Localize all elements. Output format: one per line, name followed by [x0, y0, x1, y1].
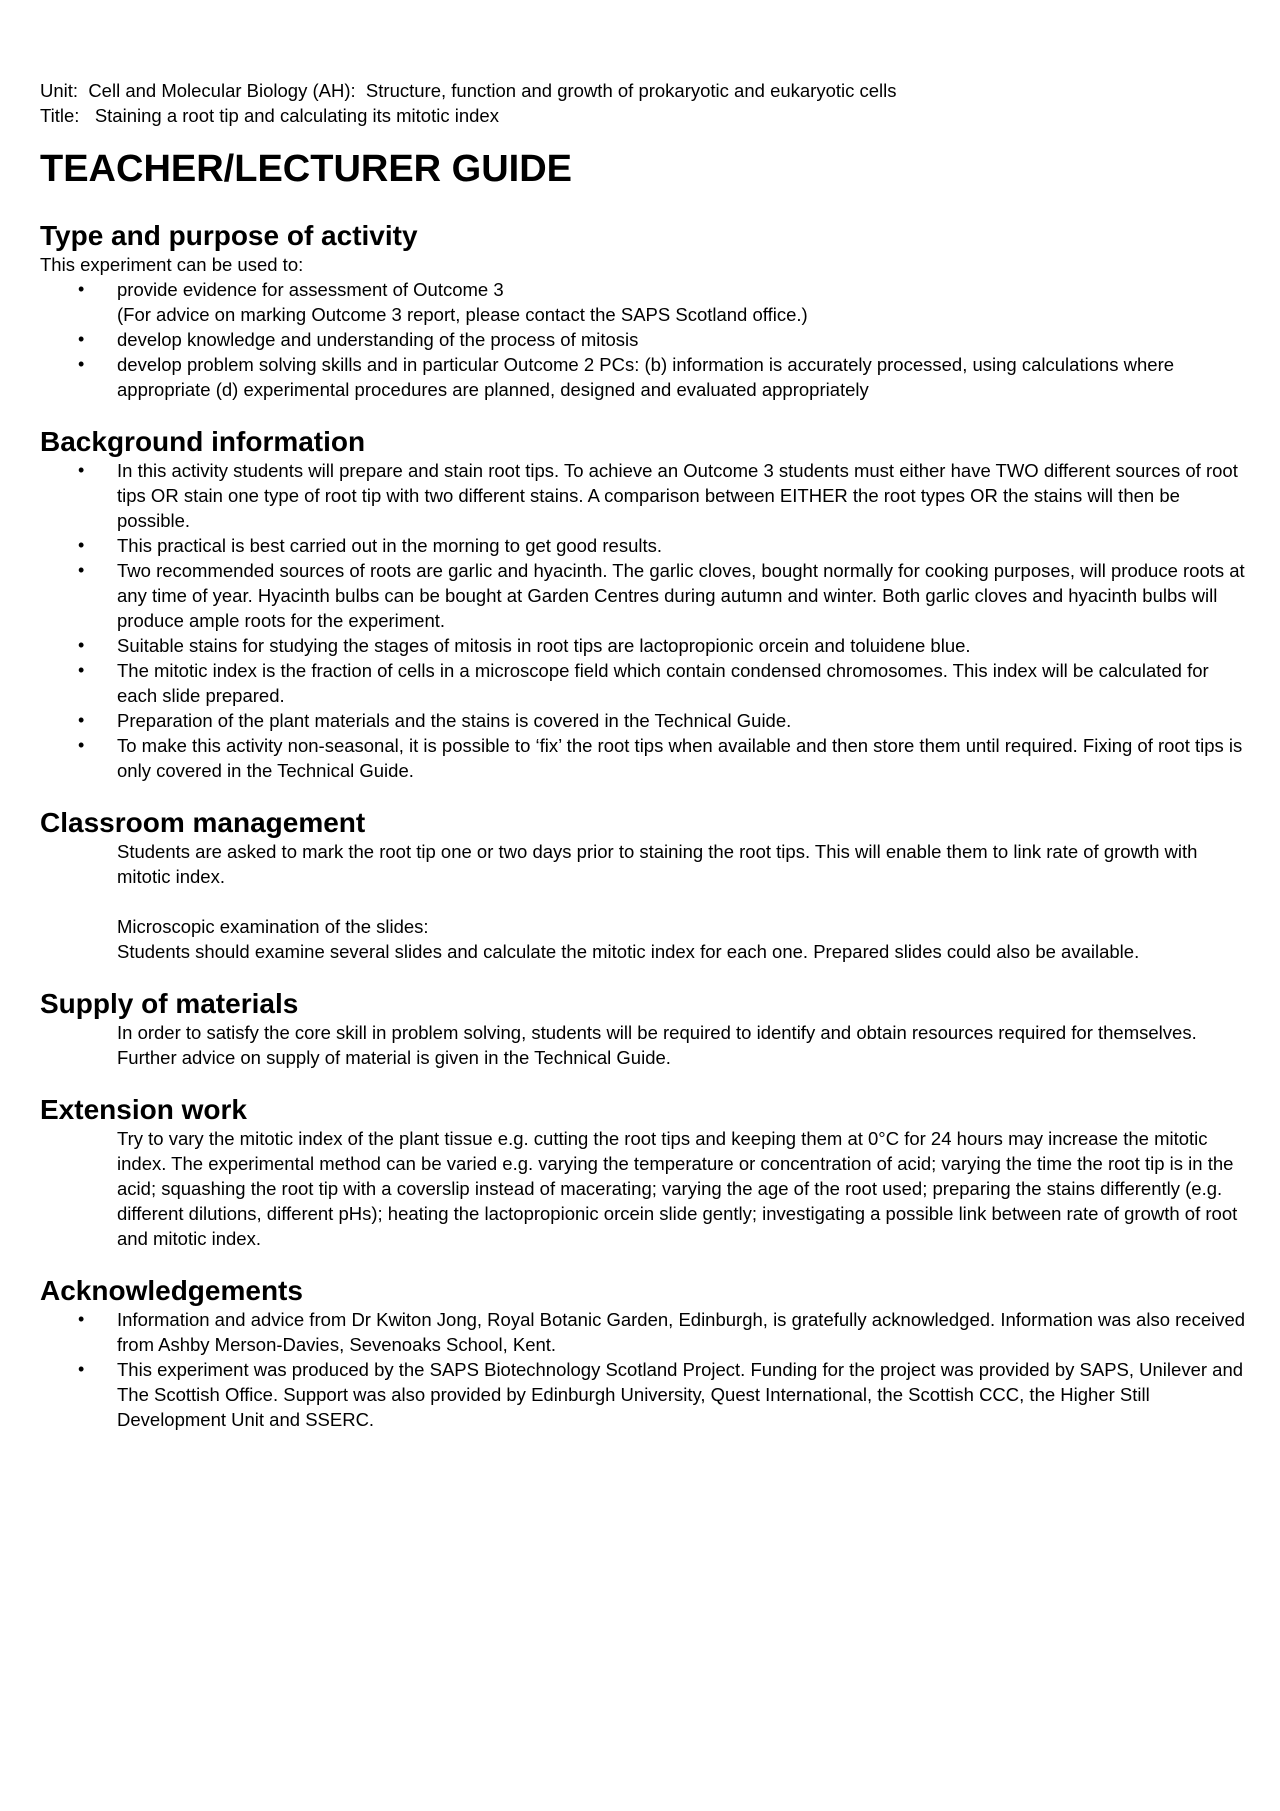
- section-heading: Supply of materials: [40, 988, 299, 1019]
- list-item: [40, 658, 1250, 708]
- list-item-text: In this activity students will prepare and stain root tips. To achieve an Outcome 3 students must either have TWO different sources of root tips OR stain one type of root tip with two different stains. A comparison between EITHER the root types OR the stains will then be possible.: [117, 460, 1238, 531]
- bullet-icon: •: [78, 1309, 85, 1329]
- paragraph: In order to satisfy the core skill in problem solving, students will be required to identify and obtain resources required for themselves. Further advice on supply of material is given in the Technical Guide.: [117, 1022, 1197, 1068]
- list-item-text: develop problem solving skills and in particular Outcome 2 PCs: (b) information is accurately processed, using calculations where appropriate (d) experimental procedures are planned, designed and evaluated appropriately: [117, 354, 1175, 400]
- list-item-text: This practical is best carried out in the morning to get good results.: [117, 535, 662, 556]
- bullet-icon: •: [78, 635, 85, 655]
- list-item: [40, 277, 1250, 327]
- section-background: [40, 426, 1250, 783]
- subheading: Microscopic examination of the slides:: [117, 916, 429, 937]
- list-item-text: The mitotic index is the fraction of cells in a microscope field which contain condensed chromosomes. This index will be calculated for each slide prepared.: [117, 660, 1209, 706]
- bullet-list: [40, 458, 1250, 783]
- bullet-icon: •: [78, 560, 85, 580]
- section-classroom-management: [40, 807, 1250, 964]
- section-supply: [40, 988, 1250, 1070]
- section-acknowledgements: [40, 1275, 1250, 1432]
- bullet-icon: •: [78, 710, 85, 730]
- bullet-icon: •: [78, 735, 85, 755]
- bullet-icon: •: [78, 660, 85, 680]
- section-heading: Background information: [40, 426, 366, 457]
- list-item: [40, 558, 1250, 633]
- list-item: [40, 733, 1250, 783]
- list-item-text: Suitable stains for studying the stages of mitosis in root tips are lactopropionic orcein and toluidene blue.: [117, 635, 971, 656]
- unit-line: Unit: Cell and Molecular Biology (AH): Structure, function and growth of prokaryotic and eukaryotic cells: [40, 80, 897, 101]
- list-item: [40, 327, 1250, 352]
- document-title: TEACHER/LECTURER GUIDE: [40, 148, 573, 190]
- paragraph-spacer: [40, 889, 1250, 914]
- list-item: [40, 708, 1250, 733]
- list-item-text: Preparation of the plant materials and the stains is covered in the Technical Guide.: [117, 710, 792, 731]
- list-item-text: Information and advice from Dr Kwiton Jong, Royal Botanic Garden, Edinburgh, is gratefully acknowledged. Information was also received from Ashby Merson-Davies, Sevenoaks School, Kent.: [117, 1309, 1246, 1355]
- list-item-text: Two recommended sources of roots are garlic and hyacinth. The garlic cloves, bought normally for cooking purposes, will produce roots at any time of year. Hyacinth bulbs can be bought at Garden Centres during autumn and winter. Both garlic cloves and hyacinth bulbs will produce ample roots for the experiment.: [117, 560, 1245, 631]
- list-item: [40, 633, 1250, 658]
- list-item: [40, 1307, 1250, 1357]
- paragraph: Try to vary the mitotic index of the plant tissue e.g. cutting the root tips and keeping them at 0°C for 24 hours may increase the mitotic index. The experimental method can be varied e.g. varying the temperature or concentration of acid; varying the time the root tip is in the acid; squashing the root tip with a coverslip instead of macerating; varying the age of the root used; preparing the stains differently (e.g. different dilutions, different pHs); heating the lactopropionic orcein slide gently; investigating a possible link between rate of growth of root and mitotic index.: [117, 1128, 1238, 1249]
- list-item-text: provide evidence for assessment of Outcome 3: [117, 279, 504, 300]
- bullet-list: [40, 277, 1250, 402]
- list-item: [40, 352, 1250, 402]
- bullet-icon: •: [78, 279, 85, 299]
- paragraph: Students should examine several slides and calculate the mitotic index for each one. Prepared slides could also be available.: [117, 941, 1140, 962]
- bullet-icon: •: [78, 1359, 85, 1379]
- bullet-icon: •: [78, 535, 85, 555]
- bullet-icon: •: [78, 329, 85, 349]
- section-heading: Type and purpose of activity: [40, 220, 418, 251]
- list-item-text: develop knowledge and understanding of the process of mitosis: [117, 329, 639, 350]
- bullet-icon: •: [78, 460, 85, 480]
- list-item-note: (For advice on marking Outcome 3 report, please contact the SAPS Scotland office.): [117, 304, 808, 325]
- section-heading: Classroom management: [40, 807, 366, 838]
- list-item-text: This experiment was produced by the SAPS Biotechnology Scotland Project. Funding for the project was provided by SAPS, Unilever and The Scottish Office. Support was also provided by Edinburgh University, Quest International, the Scottish CCC, the Higher Still Development Unit and SSERC.: [117, 1359, 1244, 1430]
- section-type-purpose: [40, 220, 1250, 402]
- list-item: [40, 533, 1250, 558]
- section-intro: This experiment can be used to:: [40, 254, 304, 275]
- bullet-list: [40, 1307, 1250, 1432]
- paragraph: Students are asked to mark the root tip one or two days prior to staining the root tips. This will enable them to link rate of growth with mitotic index.: [117, 841, 1198, 887]
- list-item: [40, 458, 1250, 533]
- list-item: [40, 1357, 1250, 1432]
- list-item-text: To make this activity non-seasonal, it is possible to ‘fix’ the root tips when available and then store them until required. Fixing of root tips is only covered in the Technical Guide.: [117, 735, 1243, 781]
- document-page: [40, 78, 1250, 1432]
- bullet-icon: •: [78, 354, 85, 374]
- section-heading: Acknowledgements: [40, 1275, 303, 1306]
- section-extension: [40, 1094, 1250, 1251]
- title-line: Title: Staining a root tip and calculating its mitotic index: [40, 105, 499, 126]
- section-heading: Extension work: [40, 1094, 247, 1125]
